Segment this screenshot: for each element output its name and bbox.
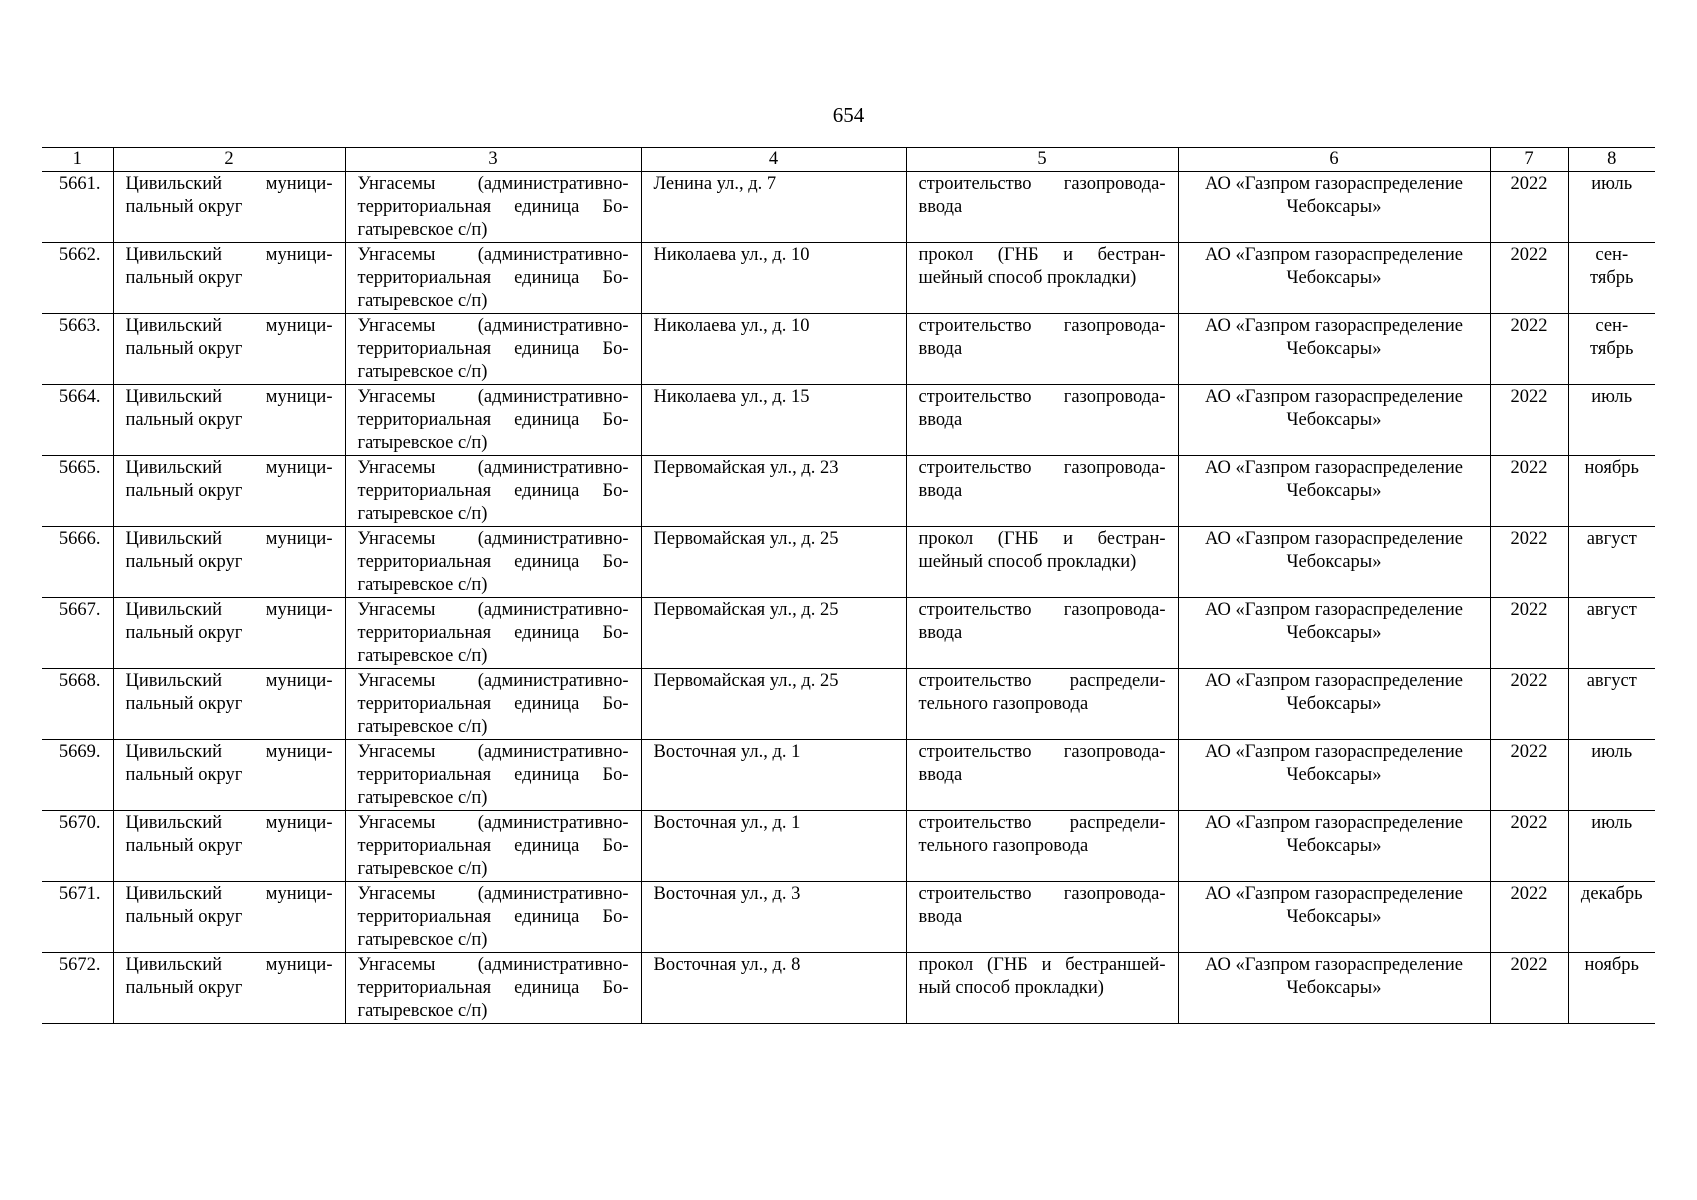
table-row: [42, 811, 1655, 882]
work-type-cell: строительство газопровода-ввода: [906, 456, 1178, 527]
organization-cell: АО «Газпром газораспределение Чебоксары»: [1178, 385, 1490, 456]
organization-cell: АО «Газпром газораспределение Чебоксары»: [1178, 811, 1490, 882]
settlement-cell: Унгасемы (административно-территориальная единица Бо-гатыревское с/п): [345, 456, 641, 527]
month-cell: июль: [1568, 811, 1655, 882]
table-row: [42, 172, 1655, 243]
row-number: 5672.: [42, 953, 113, 1024]
column-header: 6: [1178, 148, 1490, 172]
year-cell: 2022: [1490, 811, 1568, 882]
address-cell: Первомайская ул., д. 25: [641, 669, 906, 740]
organization-cell: АО «Газпром газораспределение Чебоксары»: [1178, 740, 1490, 811]
settlement-cell: Унгасемы (административно-территориальная единица Бо-гатыревское с/п): [345, 882, 641, 953]
district-cell: Цивильский муници-пальный округ: [113, 740, 345, 811]
work-type-cell: строительство газопровода-ввода: [906, 172, 1178, 243]
table-row: [42, 385, 1655, 456]
settlement-cell: Унгасемы (административно-территориальная единица Бо-гатыревское с/п): [345, 314, 641, 385]
row-number: 5663.: [42, 314, 113, 385]
settlement-cell: Унгасемы (административно-территориальная единица Бо-гатыревское с/п): [345, 385, 641, 456]
work-type-cell: строительство распредели-тельного газопровода: [906, 669, 1178, 740]
settlement-cell: Унгасемы (административно-территориальная единица Бо-гатыревское с/п): [345, 740, 641, 811]
district-cell: Цивильский муници-пальный округ: [113, 243, 345, 314]
district-cell: Цивильский муници-пальный округ: [113, 172, 345, 243]
row-number: 5667.: [42, 598, 113, 669]
address-cell: Первомайская ул., д. 25: [641, 527, 906, 598]
district-cell: Цивильский муници-пальный округ: [113, 669, 345, 740]
address-cell: Восточная ул., д. 8: [641, 953, 906, 1024]
year-cell: 2022: [1490, 172, 1568, 243]
district-cell: Цивильский муници-пальный округ: [113, 527, 345, 598]
work-type-cell: прокол (ГНБ и бестран-шейный способ прокладки): [906, 527, 1178, 598]
table-row: [42, 740, 1655, 811]
column-header: 1: [42, 148, 113, 172]
month-cell: август: [1568, 527, 1655, 598]
address-cell: Восточная ул., д. 3: [641, 882, 906, 953]
work-type-cell: строительство газопровода-ввода: [906, 314, 1178, 385]
work-type-cell: строительство газопровода-ввода: [906, 740, 1178, 811]
district-cell: Цивильский муници-пальный округ: [113, 385, 345, 456]
district-cell: Цивильский муници-пальный округ: [113, 953, 345, 1024]
address-cell: Первомайская ул., д. 25: [641, 598, 906, 669]
table-row: [42, 669, 1655, 740]
row-number: 5671.: [42, 882, 113, 953]
organization-cell: АО «Газпром газораспределение Чебоксары»: [1178, 669, 1490, 740]
settlement-cell: Унгасемы (административно-территориальная единица Бо-гатыревское с/п): [345, 598, 641, 669]
year-cell: 2022: [1490, 527, 1568, 598]
row-number: 5665.: [42, 456, 113, 527]
address-cell: Николаева ул., д. 10: [641, 243, 906, 314]
month-cell: июль: [1568, 740, 1655, 811]
year-cell: 2022: [1490, 882, 1568, 953]
organization-cell: АО «Газпром газораспределение Чебоксары»: [1178, 243, 1490, 314]
column-header: 3: [345, 148, 641, 172]
work-type-cell: прокол (ГНБ и бестраншей-ный способ прокладки): [906, 953, 1178, 1024]
address-cell: Ленина ул., д. 7: [641, 172, 906, 243]
month-cell: декабрь: [1568, 882, 1655, 953]
work-type-cell: строительство газопровода-ввода: [906, 598, 1178, 669]
row-number: 5662.: [42, 243, 113, 314]
row-number: 5666.: [42, 527, 113, 598]
address-cell: Николаева ул., д. 10: [641, 314, 906, 385]
work-type-cell: строительство газопровода-ввода: [906, 882, 1178, 953]
month-cell: ноябрь: [1568, 456, 1655, 527]
table-row: [42, 598, 1655, 669]
row-number: 5664.: [42, 385, 113, 456]
year-cell: 2022: [1490, 669, 1568, 740]
year-cell: 2022: [1490, 598, 1568, 669]
year-cell: 2022: [1490, 953, 1568, 1024]
column-header: 8: [1568, 148, 1655, 172]
month-cell: июль: [1568, 172, 1655, 243]
settlement-cell: Унгасемы (административно-территориальная единица Бо-гатыревское с/п): [345, 669, 641, 740]
work-type-cell: строительство распредели-тельного газопровода: [906, 811, 1178, 882]
month-cell: ноябрь: [1568, 953, 1655, 1024]
column-header: 7: [1490, 148, 1568, 172]
address-cell: Первомайская ул., д. 23: [641, 456, 906, 527]
month-cell: июль: [1568, 385, 1655, 456]
organization-cell: АО «Газпром газораспределение Чебоксары»: [1178, 456, 1490, 527]
month-cell: август: [1568, 669, 1655, 740]
settlement-cell: Унгасемы (административно-территориальная единица Бо-гатыревское с/п): [345, 527, 641, 598]
month-cell: сен-тябрь: [1568, 243, 1655, 314]
table-row: [42, 527, 1655, 598]
month-cell: август: [1568, 598, 1655, 669]
district-cell: Цивильский муници-пальный округ: [113, 456, 345, 527]
district-cell: Цивильский муници-пальный округ: [113, 811, 345, 882]
year-cell: 2022: [1490, 314, 1568, 385]
table-row: [42, 882, 1655, 953]
organization-cell: АО «Газпром газораспределение Чебоксары»: [1178, 953, 1490, 1024]
organization-cell: АО «Газпром газораспределение Чебоксары»: [1178, 314, 1490, 385]
district-cell: Цивильский муници-пальный округ: [113, 882, 345, 953]
settlement-cell: Унгасемы (административно-территориальная единица Бо-гатыревское с/п): [345, 243, 641, 314]
settlement-cell: Унгасемы (административно-территориальная единица Бо-гатыревское с/п): [345, 172, 641, 243]
column-number-row: [42, 148, 1655, 172]
address-cell: Восточная ул., д. 1: [641, 740, 906, 811]
organization-cell: АО «Газпром газораспределение Чебоксары»: [1178, 882, 1490, 953]
column-header: 5: [906, 148, 1178, 172]
work-type-cell: прокол (ГНБ и бестран-шейный способ прокладки): [906, 243, 1178, 314]
table-row: [42, 456, 1655, 527]
organization-cell: АО «Газпром газораспределение Чебоксары»: [1178, 172, 1490, 243]
table-row: [42, 314, 1655, 385]
district-cell: Цивильский муници-пальный округ: [113, 598, 345, 669]
address-cell: Восточная ул., д. 1: [641, 811, 906, 882]
row-number: 5670.: [42, 811, 113, 882]
year-cell: 2022: [1490, 385, 1568, 456]
settlement-cell: Унгасемы (административно-территориальная единица Бо-гатыревское с/п): [345, 811, 641, 882]
year-cell: 2022: [1490, 740, 1568, 811]
table-row: [42, 243, 1655, 314]
year-cell: 2022: [1490, 456, 1568, 527]
row-number: 5669.: [42, 740, 113, 811]
year-cell: 2022: [1490, 243, 1568, 314]
address-cell: Николаева ул., д. 15: [641, 385, 906, 456]
page-number: 654: [832, 103, 865, 127]
work-type-cell: строительство газопровода-ввода: [906, 385, 1178, 456]
district-cell: Цивильский муници-пальный округ: [113, 314, 345, 385]
gas-works-table: [42, 147, 1655, 1024]
table-body: [42, 172, 1655, 1024]
settlement-cell: Унгасемы (административно-территориальная единица Бо-гатыревское с/п): [345, 953, 641, 1024]
row-number: 5661.: [42, 172, 113, 243]
column-header: 2: [113, 148, 345, 172]
month-cell: сен-тябрь: [1568, 314, 1655, 385]
organization-cell: АО «Газпром газораспределение Чебоксары»: [1178, 598, 1490, 669]
column-header: 4: [641, 148, 906, 172]
table-row: [42, 953, 1655, 1024]
organization-cell: АО «Газпром газораспределение Чебоксары»: [1178, 527, 1490, 598]
row-number: 5668.: [42, 669, 113, 740]
